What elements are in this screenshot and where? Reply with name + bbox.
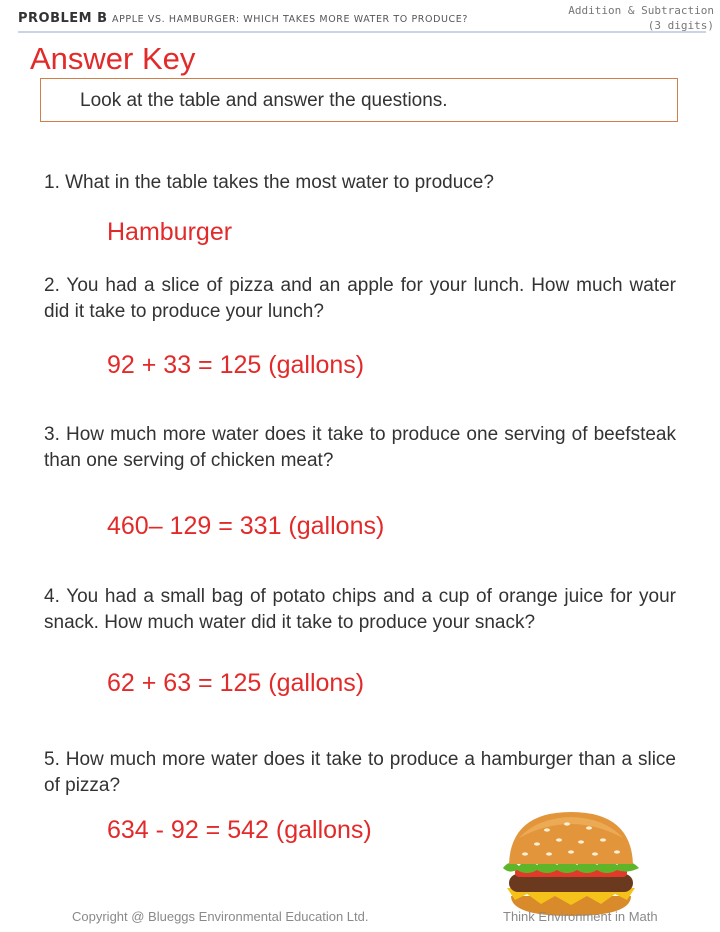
answer-4: 62 + 63 = 125 (gallons) xyxy=(107,669,365,697)
instruction-text: Look at the table and answer the questions. xyxy=(80,90,448,111)
problem-label: PROBLEM B xyxy=(18,11,108,26)
footer-tagline: Think Environment in Math xyxy=(503,909,658,924)
question-2: 2. You had a slice of pizza and an apple for your lunch. How much water did it take to produce your lunch? xyxy=(44,275,676,322)
question-4: 4. You had a small bag of potato chips and a cup of orange juice for your snack. How much water did it take to produce your snack? xyxy=(44,586,676,633)
header-divider xyxy=(18,31,706,33)
answer-2: 92 + 33 = 125 (gallons) xyxy=(107,351,365,379)
subject-level: (3 digits) xyxy=(647,19,714,32)
answer-1: Hamburger xyxy=(107,218,233,246)
page-header xyxy=(18,9,468,27)
instruction-box xyxy=(40,78,678,122)
answer-3: 460– 129 = 331 (gallons) xyxy=(107,512,385,540)
hamburger-icon xyxy=(497,808,645,918)
subject-line: Addition & Subtraction xyxy=(568,4,714,17)
question-3: 3. How much more water does it take to produce one serving of beefsteak than one serving of chicken meat? xyxy=(44,424,676,471)
question-1: 1. What in the table takes the most water to produce? xyxy=(44,172,494,193)
question-5: 5. How much more water does it take to produce a hamburger than a slice of pizza? xyxy=(44,749,676,796)
answer-5: 634 - 92 = 542 (gallons) xyxy=(107,816,372,844)
subject-tag xyxy=(568,3,714,33)
problem-title: APPLE VS. HAMBURGER: WHICH TAKES MORE WATER TO PRODUCE? xyxy=(112,14,469,25)
answer-key-title: Answer Key xyxy=(30,41,196,76)
copyright-text: Copyright @ Blueggs Environmental Education Ltd. xyxy=(72,909,369,924)
